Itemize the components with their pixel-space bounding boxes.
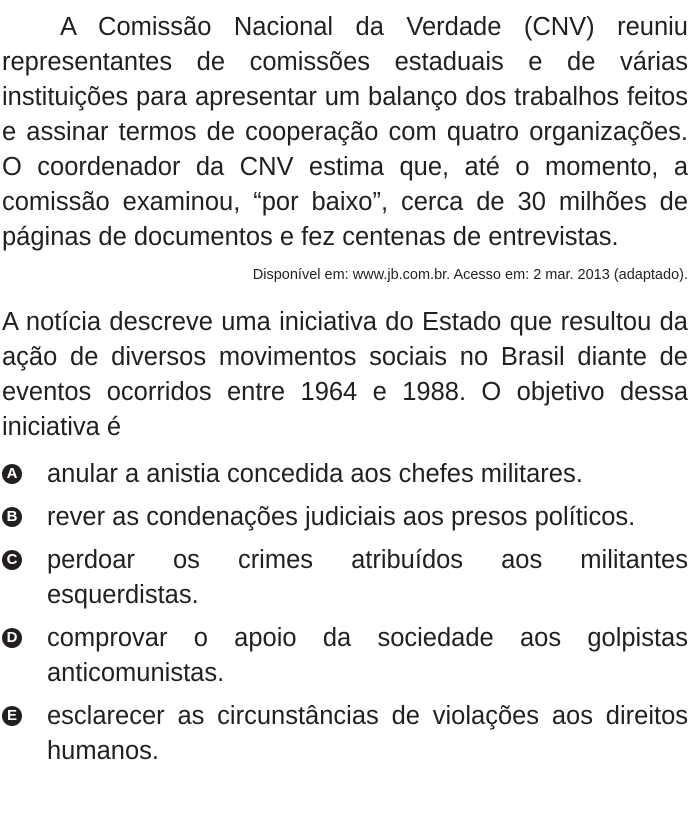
option-e-letter-badge: E (2, 706, 22, 726)
option-c[interactable] (2, 543, 688, 613)
option-b[interactable] (2, 500, 688, 535)
option-d-text: comprovar o apoio da sociedade aos golpistas anticomunistas. (47, 624, 688, 687)
answer-options (2, 457, 688, 769)
option-a-text: anular a anistia concedida aos chefes militares. (47, 460, 583, 488)
option-a[interactable] (2, 457, 688, 492)
option-e-text: esclarecer as circunstâncias de violações aos direitos humanos. (47, 702, 688, 765)
passage-text: A Comissão Nacional da Verdade (CNV) reuniu representantes de comissões estaduais e de várias instituições para apresentar um balanço dos trabalhos feitos e assinar termos de cooperação com quatro organizações. O coordenador da CNV estima que, até o momento, a comissão examinou, “por baixo”, cerca de 30 milhões de páginas de documentos e fez centenas de entrevistas. (2, 13, 688, 251)
option-d-letter-badge: D (2, 628, 22, 648)
option-c-letter-badge: C (2, 550, 22, 570)
question-stem: A notícia descreve uma iniciativa do Estado que resultou da ação de diversos movimentos sociais no Brasil diante de eventos ocorridos entre 1964 e 1988. O objetivo dessa iniciativa é (2, 308, 688, 441)
option-c-text: perdoar os crimes atribuídos aos militantes esquerdistas. (47, 546, 688, 609)
option-d[interactable] (2, 621, 688, 691)
option-a-letter-badge: A (2, 464, 22, 484)
source-citation: Disponível em: www.jb.com.br. Acesso em: 2 mar. 2013 (adaptado). (252, 267, 688, 283)
option-b-text: rever as condenações judiciais aos presos políticos. (47, 503, 636, 531)
option-b-letter-badge: B (2, 507, 22, 527)
option-e[interactable] (2, 699, 688, 769)
